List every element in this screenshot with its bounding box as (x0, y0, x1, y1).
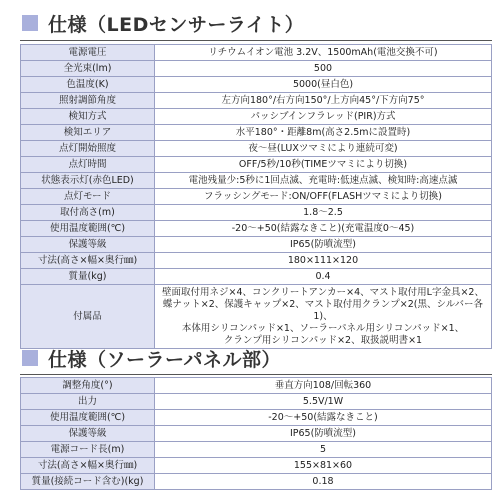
table-row (21, 61, 492, 77)
row-label: 質量(kg) (21, 269, 155, 285)
table-row (21, 77, 492, 93)
row-value: 0.18 (155, 474, 492, 490)
section-square-marker (22, 15, 38, 31)
table-row (21, 426, 492, 442)
row-label: 点灯開始照度 (21, 141, 155, 157)
accessory-line: クランプ用シリコンパッド×2、取扱説明書×1 (223, 334, 423, 346)
row-label: 質量(接続コード含む)(kg) (21, 474, 155, 490)
table-row (21, 157, 492, 173)
table-row (21, 458, 492, 474)
row-value: 垂直方向108/回転360 (155, 378, 492, 394)
row-value: 155×81×60 (155, 458, 492, 474)
table-row (21, 410, 492, 426)
row-value: パッシブインフラレッド(PIR)方式 (155, 109, 492, 125)
table-row (21, 141, 492, 157)
table-row (21, 442, 492, 458)
row-value: フラッシングモード:ON/OFF(FLASHツマミにより切換) (155, 189, 492, 205)
row-value: 夜〜昼(LUXツマミにより連続可変) (155, 141, 492, 157)
row-value: 5000(昼白色) (155, 77, 492, 93)
accessory-line: 蝶ナット×2、保護キャップ×2、マスト取付用クランプ×2(黒、シルバー各1)、 (162, 298, 484, 322)
section-title-solar: 仕様（ソーラーパネル部） (48, 348, 282, 371)
row-value: 500 (155, 61, 492, 77)
solar-spec-table (20, 377, 492, 490)
row-value: -20〜+50(結露なきこと) (155, 410, 492, 426)
row-label: 出力 (21, 394, 155, 410)
row-label: 状態表示灯(赤色LED) (21, 173, 155, 189)
row-label: 保護等級 (21, 237, 155, 253)
row-label: 照射調節角度 (21, 93, 155, 109)
row-label: 点灯時間 (21, 157, 155, 173)
section-title-led: 仕様（LEDセンサーライト） (48, 13, 305, 36)
row-label: 調整角度(°) (21, 378, 155, 394)
row-label: 付属品 (21, 285, 155, 349)
led-spec-table (20, 44, 492, 349)
table-row (21, 378, 492, 394)
row-label: 寸法(高さ×幅×奥行㎜) (21, 458, 155, 474)
table-row (21, 253, 492, 269)
table-row (21, 237, 492, 253)
row-label: 電源コード長(m) (21, 442, 155, 458)
accessory-line: 本体用シリコンパッド×1、ソーラーパネル用シリコンパッド×1、 (181, 322, 465, 334)
table-row (21, 205, 492, 221)
table-row (21, 269, 492, 285)
table-row (21, 93, 492, 109)
row-label: 取付高さ(m) (21, 205, 155, 221)
table-row (21, 285, 492, 349)
accessory-line: 壁面取付用ネジ×4、コンクリートアンカー×4、マスト取付用L字金具×2、 (162, 287, 484, 298)
table-row (21, 474, 492, 490)
row-value: 5.5V/1W (155, 394, 492, 410)
row-value: リチウムイオン電池 3.2V、1500mAh(電池交換不可) (155, 45, 492, 61)
section-divider (20, 40, 492, 41)
section-header-solar (22, 343, 281, 373)
table-row (21, 45, 492, 61)
row-value: -20〜+50(結露なきこと)(充電温度0〜45) (155, 221, 492, 237)
row-value: 5 (155, 442, 492, 458)
row-value: OFF/5秒/10秒(TIMEツマミにより切換) (155, 157, 492, 173)
row-value: 水平180°・距離8m(高さ2.5mに設置時) (155, 125, 492, 141)
section-divider (20, 374, 492, 375)
table-row (21, 173, 492, 189)
accessories-list (155, 285, 492, 349)
row-label: 検知方式 (21, 109, 155, 125)
row-value: IP65(防噴流型) (155, 237, 492, 253)
row-label: 点灯モード (21, 189, 155, 205)
row-value: 180×111×120 (155, 253, 492, 269)
row-value: 電池残量少:5秒に1回点滅、充電時:低速点滅、検知時:高速点滅 (155, 173, 492, 189)
table-row (21, 221, 492, 237)
table-row (21, 125, 492, 141)
row-label: 使用温度範囲(℃) (21, 221, 155, 237)
section-header-led (22, 8, 304, 38)
row-label: 寸法(高さ×幅×奥行㎜) (21, 253, 155, 269)
row-value: 0.4 (155, 269, 492, 285)
row-value: 左方向180°/右方向150°/上方向45°/下方向75° (155, 93, 492, 109)
row-value: 1.8〜2.5 (155, 205, 492, 221)
table-row (21, 394, 492, 410)
row-label: 使用温度範囲(℃) (21, 410, 155, 426)
row-value: IP65(防噴流型) (155, 426, 492, 442)
row-label: 電源電圧 (21, 45, 155, 61)
row-label: 全光束(lm) (21, 61, 155, 77)
section-square-marker (22, 350, 38, 366)
row-label: 検知エリア (21, 125, 155, 141)
table-row (21, 109, 492, 125)
table-row (21, 189, 492, 205)
row-label: 色温度(K) (21, 77, 155, 93)
row-label: 保護等級 (21, 426, 155, 442)
